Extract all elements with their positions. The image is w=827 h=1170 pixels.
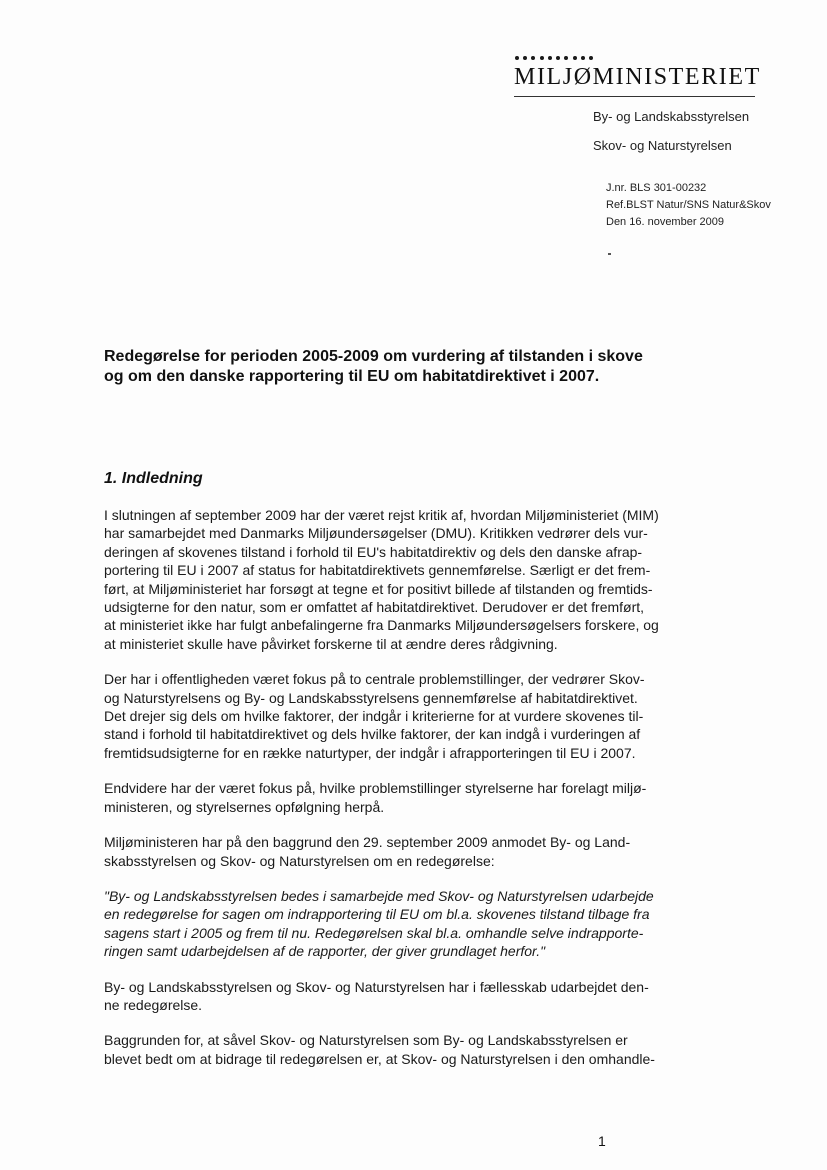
page-number: 1 [598, 1133, 606, 1149]
text-line: at ministeriet ikke har fulgt anbefalingerne fra Danmarks Miljøundersøgelsers forskere, og [104, 617, 659, 634]
paragraph [104, 1031, 729, 1068]
title-line: og om den danske rapportering til EU om habitatdirektivet i 2007. [104, 368, 600, 385]
paragraph [104, 779, 729, 816]
text-line: Det drejer sig dels om hvilke faktorer, der indgår i kriterierne for at vurdere skovenes til- [104, 708, 644, 725]
text-line: I slutningen af september 2009 har der været rejst kritik af, hvordan Miljøministeriet (MIM) [104, 507, 659, 523]
text-line: ne redegørelse. [104, 996, 203, 1013]
reference-code: Ref.BLST Natur/SNS Natur&Skov [606, 199, 771, 211]
document-date: Den 16. november 2009 [606, 216, 725, 228]
paragraph [104, 670, 729, 762]
text-line: ført, at Miljøministeriet har forsøgt at tegne et for positivt billede af tilstanden og fremtids- [104, 580, 653, 597]
text-line: Baggrunden for, at såvel Skov- og Naturstyrelsen som By- og Landskabsstyrelsen er [104, 1032, 628, 1049]
text-line: og Naturstyrelsens og By- og Landskabsstyrelsens gennemførelse af habitatdirektivet. [104, 689, 638, 706]
letterhead-dots [515, 56, 593, 64]
text-line: stand i forhold til habitatdirektivet og dels hvilke faktorer, der kan indgå i vurderingen af [104, 726, 641, 743]
paragraph [104, 978, 729, 1015]
text-line: fremtidsudsigterne for en række naturtyper, der indgår i afrapporteringen til EU i 2007. [104, 744, 636, 761]
text-line: "By- og Landskabsstyrelsen bedes i samarbejde med Skov- og Naturstyrelsen udarbejde [104, 887, 654, 904]
text-line: Endvidere har der været fokus på, hvilke problemstillinger styrelserne har forelagt miljø- [104, 780, 647, 797]
text-line: blevet bedt om at bidrage til redegørelsen er, at Skov- og Naturstyrelsen i den omhandle- [104, 1050, 655, 1067]
text-line: skabsstyrelsen og Skov- og Naturstyrelsen om en redegørelse: [104, 852, 495, 869]
quoted-paragraph [104, 887, 729, 961]
text-line: ringen samt udarbejdelsen af de rapporter, der giver grundlaget herfor." [104, 943, 546, 960]
text-line: ministeren, og styrelsernes opfølgning herpå. [104, 798, 385, 815]
text-line: udsigterne for den natur, som er omfattet af habitatdirektivet. Derudover er det fremført, [104, 599, 645, 616]
text-line: har samarbejdet med Danmarks Miljøundersøgelser (DMU). Kritikken vedrører dels vur- [104, 525, 648, 542]
text-line: Der har i offentligheden været fokus på to centrale problemstillinger, der vedrører Skov- [104, 671, 645, 688]
body-text [104, 506, 729, 1085]
scan-speck [608, 253, 611, 255]
title-line: Redegørelse for perioden 2005-2009 om vurdering af tilstanden i skove [104, 348, 643, 365]
text-line: portering til EU i 2007 af status for habitatdirektivets gennemførelse. Særligt er det frem- [104, 562, 651, 579]
letterhead-rule [514, 96, 755, 97]
agency-name: By- og Landskabsstyrelsen [593, 109, 750, 124]
paragraph [104, 506, 729, 653]
paragraph [104, 833, 729, 870]
reference-block [606, 180, 771, 231]
text-line: By- og Landskabsstyrelsen og Skov- og Naturstyrelsen har i fællesskab udarbejdet den- [104, 978, 649, 995]
section-heading: 1. Indledning [104, 470, 203, 487]
text-line: deringen af skovenes tilstand i forhold til EU's habitatdirektiv og dels den danske afrap- [104, 543, 643, 560]
ministry-name: MILJØMINISTERIET [514, 64, 761, 90]
text-line: en redegørelse for sagen om indrapportering til EU om bl.a. skovenes tilstand tilbage fra [104, 906, 650, 923]
agency-name: Skov- og Naturstyrelsen [593, 138, 732, 153]
journal-number: J.nr. BLS 301-00232 [606, 182, 707, 194]
text-line: Miljøministeren har på den baggrund den 29. september 2009 anmodet By- og Land- [104, 834, 631, 851]
document-title [104, 347, 704, 387]
text-line: sagens start i 2005 og frem til nu. Redegørelsen skal bl.a. omhandle selve indrapporte- [104, 924, 644, 941]
text-line: at ministeriet skulle have påvirket forskerne til at ændre deres rådgivning. [104, 635, 558, 652]
